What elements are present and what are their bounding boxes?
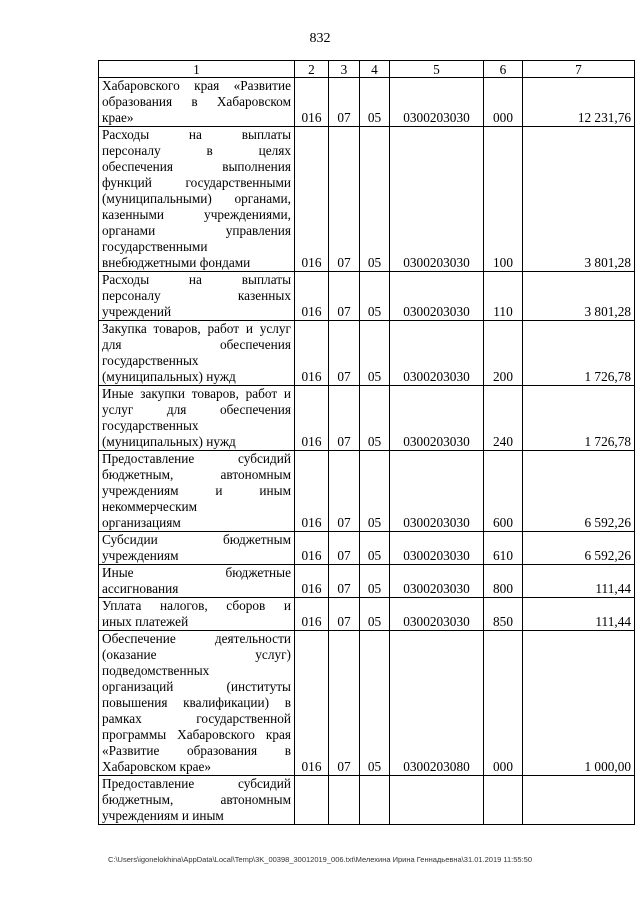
subsection-code-cell: 05 — [360, 272, 390, 321]
target-article-cell: 0300203030 — [390, 78, 484, 127]
row-name-line: бюджетным, автономным — [102, 792, 291, 807]
table-row — [99, 532, 635, 565]
section-code-cell: 07 — [329, 127, 360, 272]
row-name-line: иных платежей — [102, 614, 189, 629]
table-row — [99, 127, 635, 272]
row-name-line: рамках государственной — [102, 711, 291, 726]
subsection-code-cell — [360, 776, 390, 825]
expense-type-cell — [484, 776, 523, 825]
row-name-line: Предоставление субсидий — [102, 776, 291, 791]
row-name-line: государственных — [102, 353, 199, 368]
subsection-code-cell: 05 — [360, 565, 390, 598]
amount-cell: 3 801,28 — [523, 127, 635, 272]
table-row — [99, 598, 635, 631]
row-name-cell — [99, 321, 295, 386]
table-row — [99, 565, 635, 598]
subsection-code-cell: 05 — [360, 451, 390, 532]
target-article-cell — [390, 776, 484, 825]
target-article-cell: 0300203030 — [390, 272, 484, 321]
amount-cell: 6 592,26 — [523, 532, 635, 565]
ministry-code-cell: 016 — [295, 78, 329, 127]
row-name-line: некоммерческим — [102, 499, 198, 514]
ministry-code-cell — [295, 776, 329, 825]
row-name-line: Обеспечение деятельности — [102, 631, 291, 646]
row-name-line: крае» — [102, 110, 134, 125]
amount-cell: 1 000,00 — [523, 631, 635, 776]
amount-cell — [523, 776, 635, 825]
row-name-line: ассигнования — [102, 581, 179, 596]
amount-cell: 111,44 — [523, 598, 635, 631]
ministry-code-cell: 016 — [295, 272, 329, 321]
expense-type-cell: 610 — [484, 532, 523, 565]
row-name-line: программы Хабаровского края — [102, 727, 291, 742]
header-row — [99, 61, 635, 78]
ministry-code-cell: 016 — [295, 631, 329, 776]
row-name-cell — [99, 598, 295, 631]
row-name-line: государственных — [102, 418, 199, 433]
header-col-7: 7 — [523, 61, 635, 78]
ministry-code-cell: 016 — [295, 565, 329, 598]
row-name-cell — [99, 127, 295, 272]
row-name-line: (муниципальных) нужд — [102, 369, 236, 384]
row-name-cell — [99, 272, 295, 321]
row-name-line: учреждениям — [102, 548, 179, 563]
row-name-line: казенными учреждениями, — [102, 207, 291, 222]
row-name-line: органами управления — [102, 223, 291, 238]
amount-cell: 1 726,78 — [523, 321, 635, 386]
target-article-cell: 0300203030 — [390, 127, 484, 272]
row-name-line: для обеспечения — [102, 337, 291, 352]
row-name-line: Иные закупки товаров, работ и — [102, 386, 291, 401]
row-name-cell — [99, 451, 295, 532]
header-col-6: 6 — [484, 61, 523, 78]
target-article-cell: 0300203080 — [390, 631, 484, 776]
expense-type-cell: 000 — [484, 78, 523, 127]
subsection-code-cell: 05 — [360, 598, 390, 631]
ministry-code-cell: 016 — [295, 321, 329, 386]
row-name-line: (оказание услуг) — [102, 647, 291, 662]
target-article-cell: 0300203030 — [390, 321, 484, 386]
amount-cell: 111,44 — [523, 565, 635, 598]
section-code-cell: 07 — [329, 598, 360, 631]
expense-type-cell: 800 — [484, 565, 523, 598]
target-article-cell: 0300203030 — [390, 532, 484, 565]
row-name-line: организаций (институты — [102, 679, 291, 694]
row-name-line: (муниципальных) нужд — [102, 434, 236, 449]
expense-type-cell: 110 — [484, 272, 523, 321]
ministry-code-cell: 016 — [295, 386, 329, 451]
table-row — [99, 631, 635, 776]
subsection-code-cell: 05 — [360, 127, 390, 272]
row-name-line: государственными — [102, 239, 208, 254]
expense-type-cell: 850 — [484, 598, 523, 631]
table-row — [99, 451, 635, 532]
subsection-code-cell: 05 — [360, 78, 390, 127]
section-code-cell: 07 — [329, 451, 360, 532]
row-name-line: внебюджетными фондами — [102, 255, 251, 270]
row-name-line: Субсидии бюджетным — [102, 532, 291, 547]
expense-type-cell: 600 — [484, 451, 523, 532]
row-name-line: персоналу в целях — [102, 143, 291, 158]
ministry-code-cell: 016 — [295, 451, 329, 532]
row-name-line: бюджетным, автономным — [102, 467, 291, 482]
expense-type-cell: 240 — [484, 386, 523, 451]
target-article-cell: 0300203030 — [390, 598, 484, 631]
subsection-code-cell: 05 — [360, 386, 390, 451]
amount-cell: 6 592,26 — [523, 451, 635, 532]
row-name-line: (муниципальными) органами, — [102, 191, 291, 206]
ministry-code-cell: 016 — [295, 598, 329, 631]
row-name-cell — [99, 78, 295, 127]
header-col-2: 2 — [295, 61, 329, 78]
table-row — [99, 386, 635, 451]
row-name-cell — [99, 776, 295, 825]
ministry-code-cell: 016 — [295, 532, 329, 565]
table-row — [99, 272, 635, 321]
target-article-cell: 0300203030 — [390, 386, 484, 451]
header-col-3: 3 — [329, 61, 360, 78]
expense-type-cell: 200 — [484, 321, 523, 386]
section-code-cell: 07 — [329, 78, 360, 127]
section-code-cell — [329, 776, 360, 825]
expense-type-cell: 100 — [484, 127, 523, 272]
row-name-line: услуг для обеспечения — [102, 402, 291, 417]
amount-cell: 12 231,76 — [523, 78, 635, 127]
target-article-cell: 0300203030 — [390, 565, 484, 598]
row-name-line: обеспечения выполнения — [102, 159, 291, 174]
expense-type-cell: 000 — [484, 631, 523, 776]
section-code-cell: 07 — [329, 272, 360, 321]
table-row — [99, 321, 635, 386]
subsection-code-cell: 05 — [360, 321, 390, 386]
section-code-cell: 07 — [329, 565, 360, 598]
row-name-cell — [99, 532, 295, 565]
row-name-line: Расходы на выплаты — [102, 127, 291, 142]
row-name-line: организациям — [102, 515, 181, 530]
row-name-cell — [99, 631, 295, 776]
row-name-line: Хабаровском крае» — [102, 759, 212, 774]
row-name-line: Хабаровского края «Развитие — [102, 78, 291, 93]
row-name-line: учреждениям и иным — [102, 483, 291, 498]
row-name-line: Уплата налогов, сборов и — [102, 598, 291, 613]
row-name-line: Расходы на выплаты — [102, 272, 291, 287]
row-name-line: подведомственных — [102, 663, 210, 678]
section-code-cell: 07 — [329, 631, 360, 776]
row-name-line: функций государственными — [102, 175, 291, 190]
target-article-cell: 0300203030 — [390, 451, 484, 532]
row-name-line: «Развитие образования в — [102, 743, 291, 758]
amount-cell: 3 801,28 — [523, 272, 635, 321]
row-name-cell — [99, 386, 295, 451]
row-name-line: учреждений — [102, 304, 172, 319]
table-row — [99, 78, 635, 127]
row-name-line: Закупка товаров, работ и услуг — [102, 321, 291, 336]
section-code-cell: 07 — [329, 532, 360, 565]
header-col-4: 4 — [360, 61, 390, 78]
subsection-code-cell: 05 — [360, 532, 390, 565]
section-code-cell: 07 — [329, 321, 360, 386]
section-code-cell: 07 — [329, 386, 360, 451]
budget-table — [98, 60, 635, 825]
row-name-line: учреждениям и иным — [102, 808, 224, 823]
row-name-line: образования в Хабаровском — [102, 94, 291, 109]
subsection-code-cell: 05 — [360, 631, 390, 776]
table-row — [99, 776, 635, 825]
row-name-line: повышения квалификации) в — [102, 695, 291, 710]
header-col-1: 1 — [99, 61, 295, 78]
amount-cell: 1 726,78 — [523, 386, 635, 451]
footer-path: C:\Users\igonelokhina\AppData\Local\Temp\3K_00398_30012019_006.txt\Мелехина Ирина Геннадьевна\31.01.2019 11:55:50 — [107, 855, 533, 864]
page-number: 832 — [309, 31, 331, 46]
ministry-code-cell: 016 — [295, 127, 329, 272]
header-col-5: 5 — [390, 61, 484, 78]
row-name-cell — [99, 565, 295, 598]
row-name-line: Иные бюджетные — [102, 565, 291, 580]
row-name-line: Предоставление субсидий — [102, 451, 291, 466]
row-name-line: персоналу казенных — [102, 288, 291, 303]
